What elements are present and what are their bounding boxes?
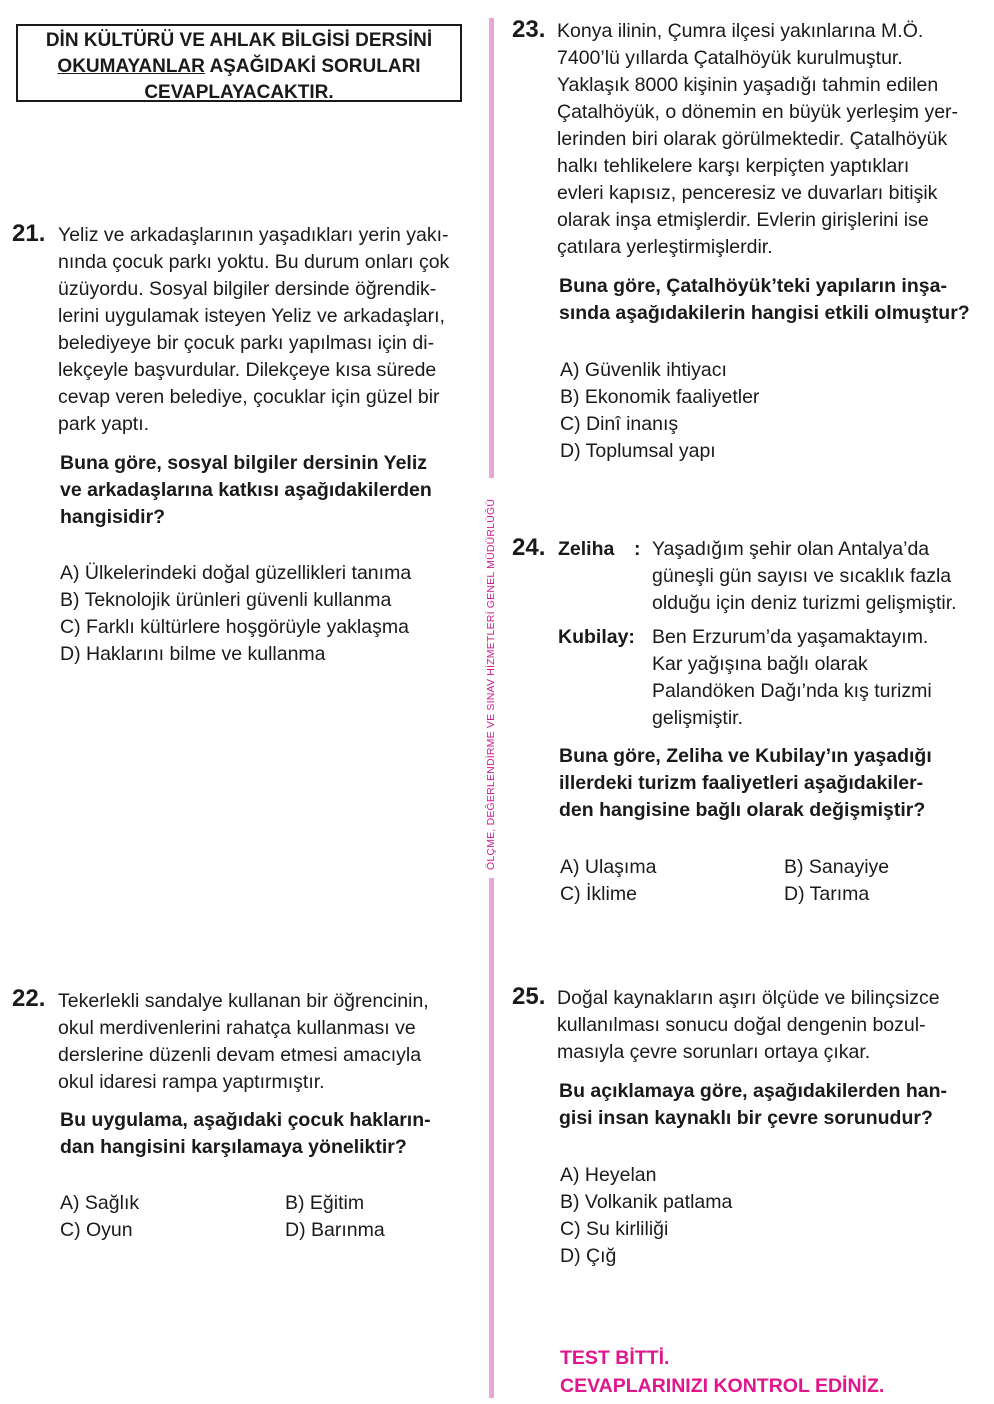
text-line: lekçeyle başvurdular. Dilekçeye kısa sürede (58, 359, 437, 381)
option-d[interactable]: D) Barınma (285, 1219, 385, 1241)
text-line: okul idaresi rampa yaptırmıştır. (58, 1071, 325, 1093)
option-b[interactable]: B) Volkanik patlama (560, 1191, 733, 1213)
option-c[interactable]: C) Oyun (60, 1219, 133, 1241)
test-end-line-2: CEVAPLARINIZI KONTROL EDİNİZ. (560, 1375, 885, 1397)
question-23-options (560, 357, 759, 465)
speaker-zeliha-colon: : (634, 538, 641, 560)
text-line: halkı tehlikelere karşı kerpiçten yaptıkları (557, 155, 910, 177)
prompt-line: den hangisine bağlı olarak değişmiştir? (559, 799, 926, 821)
option-a[interactable]: A) Ulaşıma (560, 856, 657, 878)
text-line: lerinden biri olarak görülmektedir. Çatalhöyük (557, 128, 948, 150)
question-21-text (58, 222, 483, 438)
option-a[interactable]: A) Ülkelerindeki doğal güzellikleri tanıma (60, 562, 412, 584)
text-line: Yaklaşık 8000 kişinin yaşadığı tahmin edilen (557, 74, 939, 96)
text-line: Çatalhöyük, o dönemin en büyük yerleşim yer- (557, 101, 959, 123)
text-line: belediyeye bir çocuk parkı yapılması için di- (58, 332, 435, 354)
prompt-line: dan hangisini karşılamaya yöneliktir? (60, 1136, 407, 1158)
speaker-kubilay: Kubilay: (558, 626, 635, 648)
option-c[interactable]: C) Farklı kültürlere hoşgörüyle yaklaşma (60, 616, 409, 638)
prompt-line: gisi insan kaynaklı bir çevre sorunudur? (559, 1107, 933, 1129)
text-line: Palandöken Dağı’nda kış turizmi (652, 680, 932, 702)
question-22-text (58, 988, 483, 1096)
option-a[interactable]: A) Heyelan (560, 1164, 657, 1186)
question-25-text (557, 985, 987, 1066)
text-line: kullanılması sonucu doğal dengenin bozul- (557, 1014, 926, 1036)
text-line: üzüyordu. Sosyal bilgiler dersinde öğrendik- (58, 278, 437, 300)
notice-line-3: CEVAPLAYACAKTIR. (144, 82, 334, 103)
option-d[interactable]: D) Haklarını bilme ve kullanma (60, 643, 326, 665)
text-line: park yaptı. (58, 413, 150, 435)
question-23-number: 23. (512, 16, 546, 43)
prompt-line: hangisidir? (60, 506, 166, 528)
option-d[interactable]: D) Tarıma (784, 883, 870, 905)
question-25-number: 25. (512, 983, 546, 1010)
option-b[interactable]: B) Sanayiye (784, 856, 890, 878)
text-line: okul merdivenlerini rahatça kullanması ve (58, 1017, 416, 1039)
option-b[interactable]: B) Eğitim (285, 1192, 365, 1214)
option-b[interactable]: B) Teknolojik ürünleri güvenli kullanma (60, 589, 392, 611)
text-line: evleri kapısız, penceresiz ve duvarları bitişik (557, 182, 938, 204)
text-line: olarak inşa etmişlerdir. Evlerin girişlerini ise (557, 209, 929, 231)
test-end-line-1: TEST BİTTİ. (560, 1347, 670, 1369)
question-21-prompt (60, 450, 480, 531)
prompt-line: Buna göre, sosyal bilgiler dersinin Yeliz (60, 452, 428, 474)
text-line: cevap veren belediye, çocuklar için güzel bir (58, 386, 440, 408)
speaker-zeliha-text (652, 536, 987, 617)
notice-line-1: DİN KÜLTÜRÜ VE AHLAK BİLGİSİ DERSİNİ (45, 30, 433, 51)
text-line: Yaşadığım şehir olan Antalya’da (652, 538, 930, 560)
option-c[interactable]: C) İklime (560, 883, 637, 905)
text-line: çatılara yerleştirmişlerdir. (557, 236, 773, 258)
option-c[interactable]: C) Dinî inanış (560, 413, 679, 435)
column-divider-bottom (489, 878, 494, 1398)
text-line: Tekerlekli sandalye kullanan bir öğrencinin, (58, 990, 429, 1012)
text-line: Kar yağışına bağlı olarak (652, 653, 868, 675)
question-24-number: 24. (512, 534, 546, 561)
text-line: Ben Erzurum’da yaşamaktayım. (652, 626, 929, 648)
question-23-prompt (559, 273, 989, 327)
question-23-text (557, 18, 987, 261)
notice-line-2-rest: AŞAĞIDAKİ SORULARI (204, 56, 421, 77)
prompt-line: sında aşağıdakilerin hangisi etkili olmuştur? (559, 302, 970, 324)
question-24-prompt (559, 743, 989, 824)
notice-box (16, 24, 462, 102)
prompt-line: Buna göre, Zeliha ve Kubilay’ın yaşadığı (559, 745, 932, 767)
option-b[interactable]: B) Ekonomik faaliyetler (560, 386, 760, 408)
option-a[interactable]: A) Sağlık (60, 1192, 140, 1214)
text-line: derslerine düzenli devam etmesi amacıyla (58, 1044, 422, 1066)
text-line: Yeliz ve arkadaşlarının yaşadıkları yerin yakı- (58, 224, 449, 246)
text-line: 7400’lü yıllarda Çatalhöyük kurulmuştur. (557, 47, 903, 69)
column-divider-top (489, 18, 494, 478)
prompt-line: Bu açıklamaya göre, aşağıdakilerden han- (559, 1080, 947, 1102)
text-line: nında çocuk parkı yoktu. Bu durum onları çok (58, 251, 450, 273)
question-25-options (560, 1162, 732, 1270)
question-25-prompt (559, 1078, 989, 1132)
option-a[interactable]: A) Güvenlik ihtiyacı (560, 359, 727, 381)
text-line: Konya ilinin, Çumra ilçesi yakınlarına M.Ö. (557, 20, 924, 42)
question-22-prompt (60, 1107, 480, 1161)
text-line: olduğu için deniz turizmi gelişmiştir. (652, 592, 957, 614)
option-d[interactable]: D) Toplumsal yapı (560, 440, 716, 462)
text-line: Doğal kaynakların aşırı ölçüde ve bilinçsizce (557, 987, 940, 1009)
option-d[interactable]: D) Çığ (560, 1245, 617, 1267)
test-end-note (560, 1344, 884, 1400)
text-line: güneşli gün sayısı ve sıcaklık fazla (652, 565, 952, 587)
text-line: gelişmiştir. (652, 707, 744, 729)
notice-underlined-word: OKUMAYANLAR (57, 56, 205, 77)
speaker-kubilay-text (652, 624, 987, 732)
text-line: lerini uygulamak isteyen Yeliz ve arkadaşları, (58, 305, 445, 327)
speaker-zeliha: Zeliha (558, 538, 615, 560)
text-line: masıyla çevre sorunları ortaya çıkar. (557, 1041, 871, 1063)
prompt-line: illerdeki turizm faaliyetleri aşağıdakiler- (559, 772, 924, 794)
notice-line-2 (18, 54, 460, 80)
prompt-line: ve arkadaşlarına katkısı aşağıdakilerden (60, 479, 432, 501)
question-21-options (60, 560, 411, 668)
question-21-number: 21. (12, 220, 46, 247)
prompt-line: Bu uygulama, aşağıdaki çocuk hakların- (60, 1109, 431, 1131)
prompt-line: Buna göre, Çatalhöyük’teki yapıların inşa- (559, 275, 947, 297)
question-22-number: 22. (12, 985, 46, 1012)
option-c[interactable]: C) Su kirliliği (560, 1218, 669, 1240)
